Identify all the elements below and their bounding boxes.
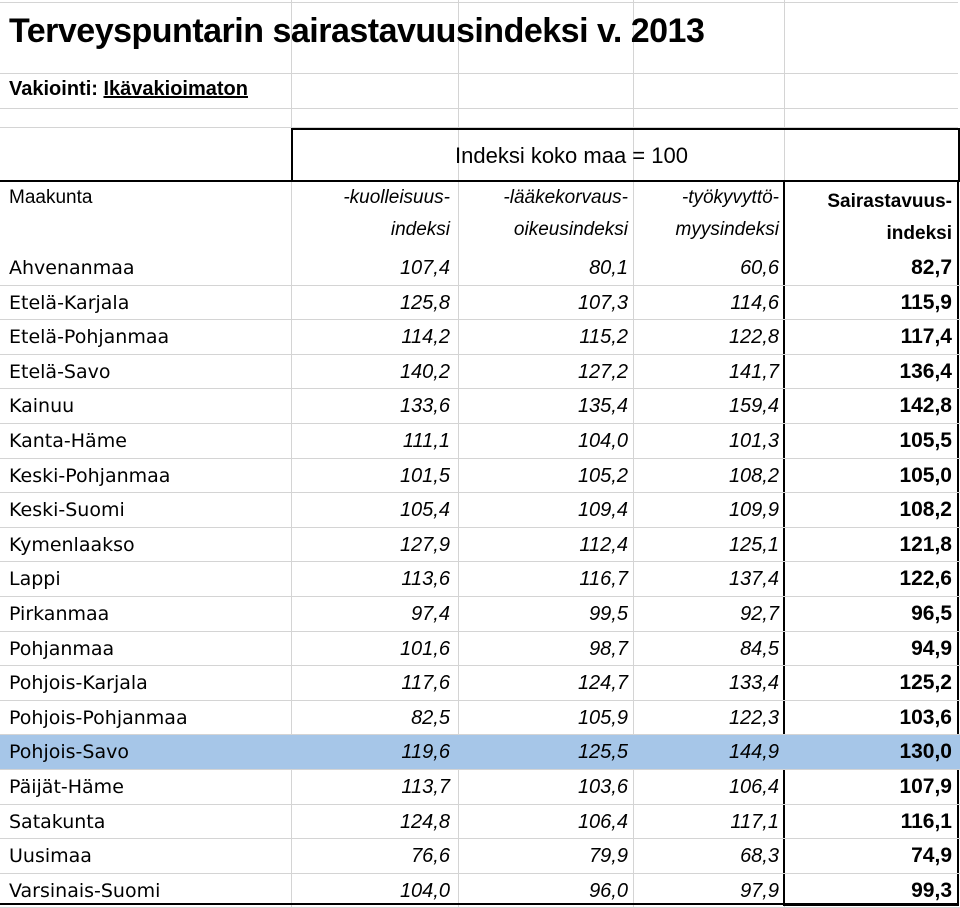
- gridline: [0, 73, 958, 74]
- column-header-region: Maakunta: [9, 187, 93, 208]
- medication-value: 103,6: [577, 775, 628, 798]
- medication-value: 105,2: [577, 464, 628, 487]
- mortality-value: 105,4: [399, 499, 450, 522]
- gridline: [0, 108, 958, 109]
- morbidity-value: 99,3: [911, 878, 952, 902]
- column-header-disability: -työkyvyttö- myysindeksi: [675, 187, 779, 240]
- disability-value: 117,1: [730, 810, 779, 833]
- disability-value: 114,6: [730, 291, 779, 314]
- table-row: [0, 424, 960, 459]
- disability-value: 92,7: [740, 602, 779, 625]
- medication-value: 98,7: [589, 637, 628, 660]
- morbidity-value: 94,9: [911, 636, 952, 660]
- morbidity-value: 122,6: [899, 567, 952, 591]
- morbidity-value: 82,7: [911, 256, 952, 279]
- region-name: Ahvenanmaa: [9, 257, 135, 279]
- medication-value: 112,4: [579, 533, 628, 556]
- morbidity-value: 74,9: [911, 844, 952, 868]
- disability-value: 109,9: [728, 499, 779, 522]
- mortality-value: 140,2: [399, 360, 450, 383]
- table-row: [0, 286, 960, 321]
- morbidity-value: 116,1: [900, 809, 952, 833]
- mortality-value: 113,7: [401, 775, 450, 798]
- disability-value: 108,2: [728, 464, 779, 487]
- medication-value: 115,2: [579, 326, 628, 349]
- mortality-value: 127,9: [399, 533, 450, 556]
- region-name: Satakunta: [9, 810, 106, 833]
- table-row: [0, 493, 960, 528]
- region-name: Etelä-Karjala: [9, 291, 130, 314]
- mortality-value: 119,6: [401, 741, 450, 764]
- mortality-value: 104,0: [399, 879, 450, 902]
- medication-value: 106,4: [577, 810, 628, 833]
- mortality-value: 117,6: [401, 672, 450, 695]
- morbidity-value: 107,9: [899, 774, 952, 798]
- region-name: Keski-Pohjanmaa: [9, 464, 171, 487]
- disability-value: 68,3: [740, 845, 779, 868]
- table-row-highlighted: [0, 735, 960, 770]
- table-row: [0, 805, 960, 840]
- table-row: [0, 320, 960, 355]
- mortality-value: 76,6: [411, 845, 450, 868]
- table-row: [0, 251, 960, 286]
- morbidity-value: 105,0: [899, 463, 952, 487]
- morbidity-value: 105,5: [899, 428, 952, 452]
- table-row: [0, 597, 960, 632]
- mortality-value: 111,1: [402, 429, 450, 452]
- column-header-medication: -lääkekorvaus- oikeusindeksi: [503, 187, 628, 240]
- disability-value: 122,3: [728, 706, 779, 729]
- morbidity-value: 103,6: [899, 705, 952, 729]
- medication-value: 116,7: [579, 568, 628, 591]
- group-header: Indeksi koko maa = 100: [455, 143, 688, 168]
- mortality-value: 101,6: [399, 637, 450, 660]
- medication-value: 125,5: [577, 741, 628, 764]
- table-row: [0, 770, 960, 805]
- mortality-value: 107,4: [399, 257, 450, 279]
- region-name: Etelä-Savo: [9, 360, 111, 383]
- morbidity-value: 121,8: [899, 532, 952, 556]
- morbidity-value: 130,0: [899, 740, 952, 764]
- morbidity-value: 96,5: [911, 601, 952, 625]
- table-row: [0, 459, 960, 494]
- mortality-value: 101,5: [399, 464, 450, 487]
- region-name: Uusimaa: [9, 845, 92, 868]
- mortality-value: 114,2: [401, 326, 450, 349]
- gridline: [0, 2, 958, 3]
- morbidity-value: 117,4: [900, 325, 952, 349]
- medication-value: 127,2: [577, 360, 628, 383]
- region-name: Pirkanmaa: [9, 602, 110, 625]
- disability-value: 60,6: [740, 257, 779, 279]
- region-name: Pohjois-Savo: [9, 741, 129, 764]
- table-row: [0, 562, 960, 597]
- disability-value: 101,3: [728, 429, 779, 452]
- column-header-mortality: -kuolleisuus- indeksi: [343, 187, 450, 240]
- morbidity-value: 125,2: [899, 671, 952, 695]
- region-name: Keski-Suomi: [9, 499, 125, 522]
- mortality-value: 113,6: [401, 568, 450, 591]
- standardization-value: Ikävakioimaton: [103, 78, 248, 100]
- disability-value: 141,7: [728, 360, 779, 383]
- column-header-morbidity: Sairastavuus- indeksi: [827, 191, 952, 244]
- disability-value: 84,5: [740, 637, 779, 660]
- disability-value: 159,4: [728, 395, 779, 418]
- morbidity-value: 142,8: [899, 394, 952, 418]
- disability-value: 137,4: [728, 568, 779, 591]
- disability-value: 106,4: [728, 775, 779, 798]
- standardization-line: [9, 78, 248, 101]
- table-row: [0, 839, 960, 874]
- region-name: Pohjanmaa: [9, 637, 115, 660]
- table-row: [0, 701, 960, 736]
- region-name: Kainuu: [9, 395, 75, 418]
- morbidity-value: 136,4: [899, 359, 952, 383]
- mortality-value: 82,5: [411, 706, 450, 729]
- medication-value: 135,4: [577, 395, 628, 418]
- table-row: [0, 632, 960, 667]
- region-name: Etelä-Pohjanmaa: [9, 326, 170, 349]
- table-row: [0, 528, 960, 563]
- morbidity-value: 108,2: [899, 498, 952, 522]
- disability-value: 144,9: [728, 741, 779, 764]
- medication-value: 99,5: [589, 602, 628, 625]
- medication-value: 124,7: [577, 672, 628, 695]
- region-name: Kymenlaakso: [9, 533, 135, 556]
- medication-value: 96,0: [589, 879, 628, 902]
- region-name: Varsinais-Suomi: [9, 879, 161, 902]
- region-name: Pohjois-Pohjanmaa: [9, 706, 188, 729]
- region-name: Kanta-Häme: [9, 429, 127, 452]
- medication-value: 109,4: [577, 499, 628, 522]
- disability-value: 133,4: [728, 672, 779, 695]
- mortality-value: 124,8: [399, 810, 450, 833]
- medication-value: 107,3: [577, 291, 628, 314]
- region-name: Päijät-Häme: [9, 775, 124, 798]
- table-row: [0, 666, 960, 701]
- medication-value: 104,0: [577, 429, 628, 452]
- mortality-value: 125,8: [399, 291, 450, 314]
- region-name: Pohjois-Karjala: [9, 672, 148, 695]
- region-name: Lappi: [9, 568, 61, 591]
- medication-value: 105,9: [577, 706, 628, 729]
- disability-value: 125,1: [728, 533, 779, 556]
- standardization-label: Vakiointi:: [9, 78, 98, 100]
- mortality-value: 133,6: [399, 395, 450, 418]
- mortality-value: 97,4: [411, 602, 450, 625]
- sheet-title: Terveyspuntarin sairastavuusindeksi v. 2013: [9, 12, 705, 50]
- table-body: [0, 251, 960, 908]
- table-row: [0, 389, 960, 424]
- medication-value: 80,1: [589, 257, 628, 279]
- medication-value: 79,9: [589, 845, 628, 868]
- table-row: [0, 355, 960, 390]
- table-row: [0, 874, 960, 908]
- disability-value: 97,9: [740, 879, 779, 902]
- disability-value: 122,8: [728, 326, 779, 349]
- morbidity-value: 115,9: [900, 290, 952, 314]
